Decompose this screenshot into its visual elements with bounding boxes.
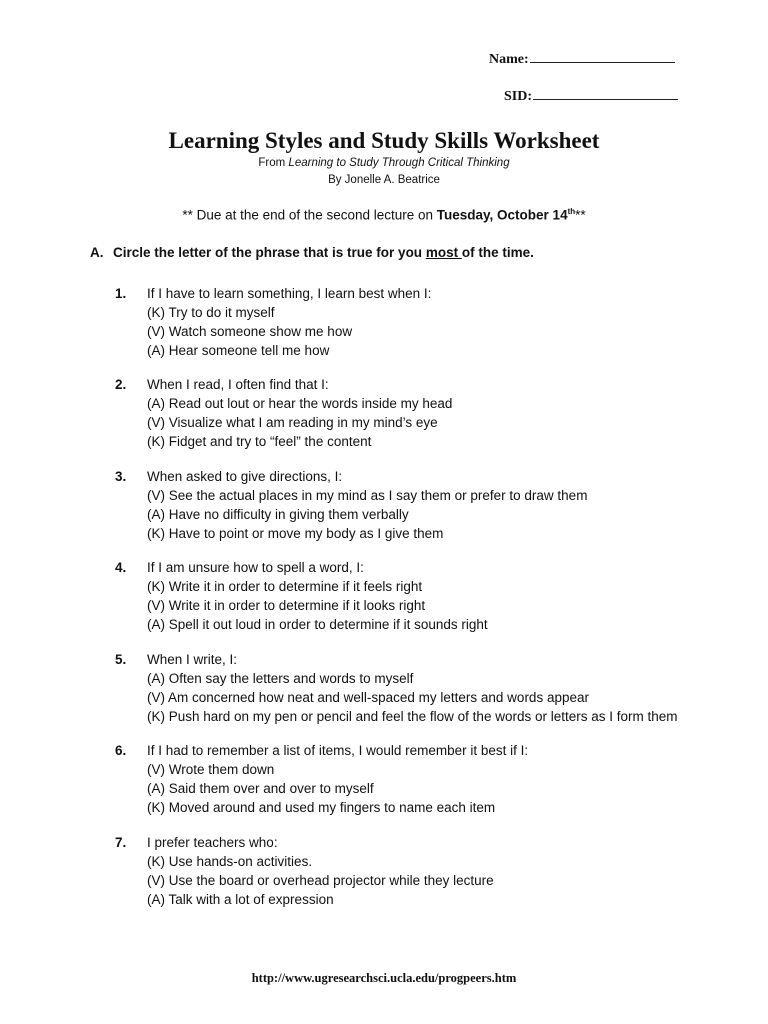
answer-option[interactable]: (A) Have no difficulty in giving them verbally — [147, 507, 409, 522]
due-notice — [0, 207, 768, 223]
answer-option[interactable]: (A) Read out lout or hear the words inside my head — [147, 396, 453, 411]
name-field[interactable] — [489, 48, 675, 68]
footer-url[interactable]: http://www.ugresearchsci.ucla.edu/progpeers.htm — [251, 971, 517, 985]
answer-option[interactable]: (K) Have to point or move my body as I give them — [147, 526, 444, 541]
sid-label: SID: — [504, 89, 533, 104]
question-number: 6. — [115, 743, 127, 758]
question-number: 7. — [115, 835, 127, 850]
answer-option[interactable]: (V) Watch someone show me how — [147, 324, 353, 339]
answer-option[interactable]: (A) Said them over and over to myself — [147, 781, 374, 796]
sid-field[interactable] — [504, 85, 678, 105]
answer-option[interactable]: (K) Use hands-on activities. — [147, 854, 313, 869]
instruction-text-start: Circle the letter of the phrase that is true for you — [113, 245, 426, 260]
source-prefix: From — [258, 157, 289, 169]
question-number: 3. — [115, 469, 127, 484]
due-suffix: ** — [575, 207, 586, 223]
section-a-instruction — [90, 245, 534, 260]
question-number: 4. — [115, 560, 127, 575]
answer-option[interactable]: (A) Often say the letters and words to myself — [147, 671, 414, 686]
sid-blank-line[interactable] — [533, 85, 678, 100]
name-blank-line[interactable] — [530, 48, 675, 63]
answer-option[interactable]: (V) Write it in order to determine if it looks right — [147, 598, 426, 613]
answer-option[interactable]: (K) Moved around and used my fingers to name each item — [147, 800, 496, 815]
due-prefix: ** Due at the end of the second lecture on — [182, 207, 437, 223]
answer-option[interactable]: (V) Use the board or overhead projector while they lecture — [147, 873, 494, 888]
section-letter: A. — [90, 245, 104, 260]
question-prompt: If I have to learn something, I learn best when I: — [147, 286, 432, 301]
question-body — [147, 375, 452, 451]
question-number: 2. — [115, 377, 127, 392]
answer-option[interactable]: (K) Write it in order to determine if it feels right — [147, 579, 423, 594]
answer-option[interactable]: (V) Visualize what I am reading in my mind’s eye — [147, 415, 438, 430]
answer-option[interactable]: (A) Spell it out loud in order to determine if it sounds right — [147, 617, 488, 632]
question-body — [147, 284, 431, 360]
answer-option[interactable]: (A) Talk with a lot of expression — [147, 892, 334, 907]
instruction-text-end: of the time. — [461, 245, 534, 260]
name-label: Name: — [489, 52, 529, 67]
question-body — [147, 558, 488, 634]
source-line — [0, 157, 768, 169]
question-body — [147, 741, 528, 817]
question-body — [147, 833, 494, 909]
worksheet-title: Learning Styles and Study Skills Worksheet — [168, 128, 600, 153]
answer-option[interactable]: (V) Am concerned how neat and well-spaced my letters and words appear — [147, 690, 589, 705]
due-date: Tuesday, October 14 — [436, 207, 568, 223]
answer-option[interactable]: (K) Try to do it myself — [147, 305, 275, 320]
answer-option[interactable]: (K) Fidget and try to “feel” the content — [147, 434, 372, 449]
answer-option[interactable]: (A) Hear someone tell me how — [147, 343, 330, 358]
answer-option[interactable]: (V) See the actual places in my mind as I say them or prefer to draw them — [147, 488, 588, 503]
question-prompt: When I write, I: — [147, 652, 238, 667]
question-prompt: When I read, I often find that I: — [147, 377, 329, 392]
instruction-emphasis: most — [425, 245, 462, 260]
author-byline: By Jonelle A. Beatrice — [328, 174, 440, 186]
question-number: 1. — [115, 286, 127, 301]
book-title: Learning to Study Through Critical Thinking — [288, 157, 510, 169]
question-prompt: When asked to give directions, I: — [147, 469, 343, 484]
answer-option[interactable]: (K) Push hard on my pen or pencil and feel the flow of the words or letters as I form them — [147, 709, 678, 724]
question-number: 5. — [115, 652, 127, 667]
question-prompt: I prefer teachers who: — [147, 835, 278, 850]
question-body — [147, 650, 678, 726]
due-date-suffix: th — [567, 207, 576, 216]
question-prompt: If I am unsure how to spell a word, I: — [147, 560, 364, 575]
question-prompt: If I had to remember a list of items, I would remember it best if I: — [147, 743, 529, 758]
question-body — [147, 467, 587, 543]
answer-option[interactable]: (V) Wrote them down — [147, 762, 275, 777]
